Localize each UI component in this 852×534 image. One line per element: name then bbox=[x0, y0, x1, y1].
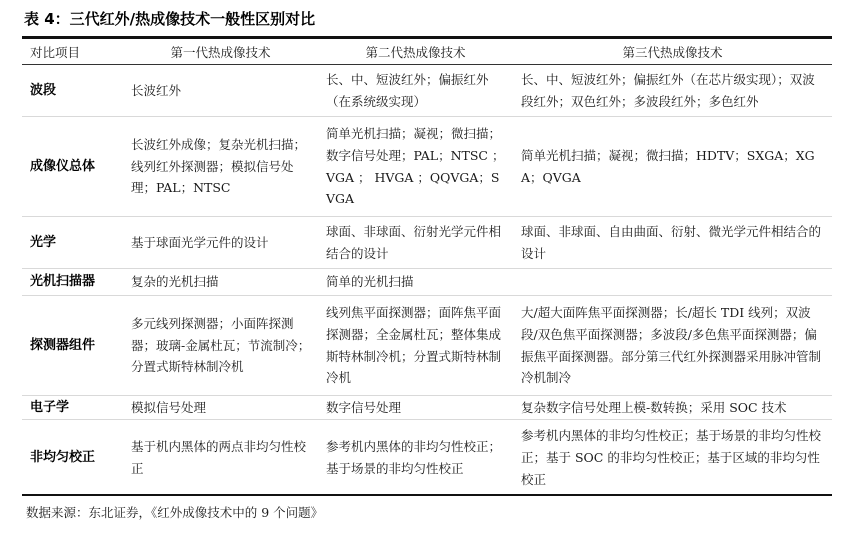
cell-gen1: 模拟信号处理 bbox=[123, 396, 318, 420]
row-label: 光机扫描器 bbox=[22, 269, 123, 296]
row-label: 探测器组件 bbox=[22, 296, 123, 396]
table-row bbox=[22, 269, 832, 296]
cell-gen1: 复杂的光机扫描 bbox=[123, 269, 318, 296]
source-note: 数据来源：东北证券，《红外成像技术中的 9 个问题》 bbox=[26, 505, 324, 520]
row-label: 非均匀校正 bbox=[22, 420, 123, 496]
row-label: 成像仪总体 bbox=[22, 117, 123, 217]
cell-gen2: 数字信号处理 bbox=[318, 396, 513, 420]
cell-gen3: 大/超大面阵焦平面探测器；长/超长 TDI 线列；双波段/双色焦平面探测器；多波段/多色焦平面探测器；偏振焦平面探测器。部分第三代红外探测器采用脉冲管制冷机制冷 bbox=[513, 296, 832, 396]
cell-gen1: 基于球面光学元件的设计 bbox=[123, 217, 318, 269]
cell-gen3 bbox=[513, 269, 832, 296]
cell-gen2: 简单光机扫描；凝视；微扫描；数字信号处理；PAL；NTSC ； VGA ； HVGA ；QQVGA；SVGA bbox=[318, 117, 513, 217]
header-row bbox=[22, 39, 832, 65]
cell-gen3: 复杂数字信号处理上模-数转换；采用 SOC 技术 bbox=[513, 396, 832, 420]
cell-gen2: 长、中、短波红外；偏振红外（在系统级实现） bbox=[326, 71, 489, 109]
cell-gen1: 多元线列探测器；小面阵探测器；玻璃-金属杜瓦；节流制冷；分置式斯特林制冷机 bbox=[123, 296, 318, 396]
cell-gen2: 线列焦平面探测器；面阵焦平面探测器；全金属杜瓦；整体集成斯特林制冷机；分置式斯特林制冷机 bbox=[318, 296, 513, 396]
row-label: 光学 bbox=[22, 217, 123, 269]
table-title: 表 4：三代红外/热成像技术一般性区别对比 bbox=[24, 10, 316, 28]
cell-gen2: 简单的光机扫描 bbox=[318, 269, 513, 296]
row-label: 电子学 bbox=[22, 396, 123, 420]
table-row bbox=[22, 396, 832, 420]
header-item: 对比项目 bbox=[22, 39, 123, 65]
cell-gen2: 球面、非球面、衍射光学元件相结合的设计 bbox=[318, 217, 513, 269]
cell-gen2: 参考机内黑体的非均匀性校正；基于场景的非均匀性校正 bbox=[318, 420, 513, 496]
header-gen3: 第三代热成像技术 bbox=[513, 39, 832, 65]
cell-gen3: 参考机内黑体的非均匀性校正；基于场景的非均匀性校正；基于 SOC 的非均匀性校正；基于区域的非均匀性校正 bbox=[513, 420, 832, 496]
cell-gen1: 基于机内黑体的两点非均匀性校正 bbox=[123, 420, 318, 496]
cell-gen3: 简单光机扫描；凝视；微扫描；HDTV；SXGA；XGA；QVGA bbox=[513, 117, 832, 217]
row-label: 波段 bbox=[30, 82, 57, 98]
cell-gen1: 长波红外成像；复杂光机扫描；线列红外探测器；模拟信号处理；PAL；NTSC bbox=[123, 117, 318, 217]
bottom-rule bbox=[22, 494, 832, 496]
header-gen1: 第一代热成像技术 bbox=[123, 39, 318, 65]
table-row bbox=[22, 117, 832, 217]
table-row bbox=[22, 296, 832, 396]
cell-gen3: 长、中、短波红外；偏振红外（在芯片级实现）；双波段红外；双色红外；多波段红外；多色红外 bbox=[521, 71, 815, 109]
table-row bbox=[22, 65, 832, 117]
cell-gen1: 长波红外 bbox=[131, 82, 182, 98]
table-row bbox=[22, 217, 832, 269]
cell-gen3: 球面、非球面、自由曲面、衍射、微光学元件相结合的设计 bbox=[513, 217, 832, 269]
table-row bbox=[22, 420, 832, 496]
header-gen2: 第二代热成像技术 bbox=[318, 39, 513, 65]
comparison-table bbox=[22, 39, 832, 496]
